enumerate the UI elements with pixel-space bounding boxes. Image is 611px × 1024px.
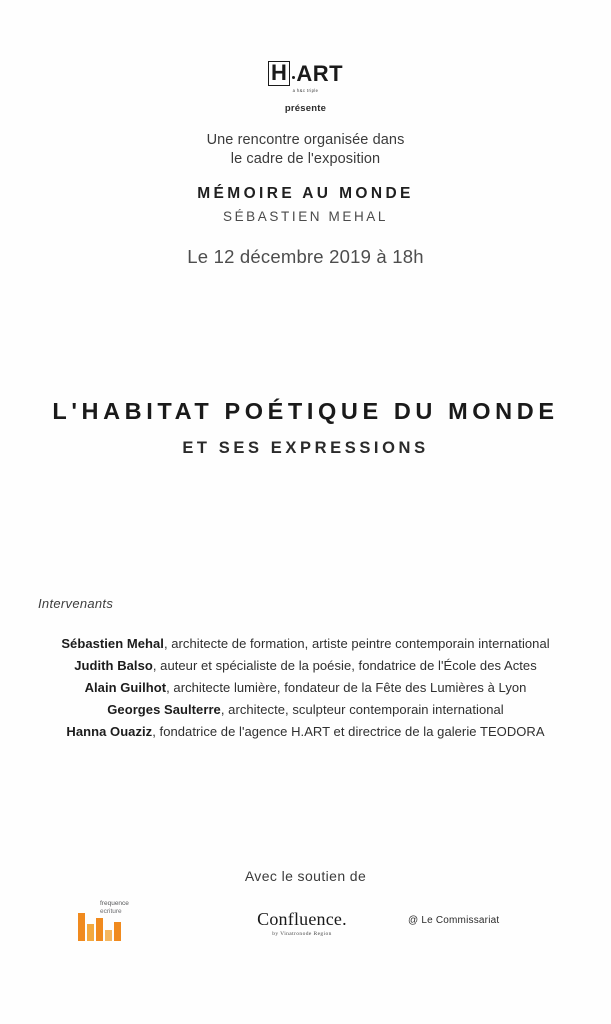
speakers-label: Intervenants [38,596,114,611]
hart-wordmark [268,62,343,87]
support-label: Avec le soutien de [244,868,367,884]
sponsor-le-commissariat-logo [408,915,499,926]
logo-art-letters: ART [296,61,344,86]
exposition-author: SÉBASTIEN MEHAL [222,209,389,224]
speaker-name: Hanna Ouaziz [66,724,153,739]
sponsor-logos [0,895,611,965]
presente-label: présente [284,103,327,114]
confluence-logo-name: Confluence. [257,909,347,929]
logo-tagline: a h&c triple [292,88,319,93]
sponsor-confluence-logo [232,909,372,937]
event-date: Le 12 décembre 2019 à 18h [187,246,424,267]
exposition-title: MÉMOIRE AU MONDE [197,185,414,202]
speaker-desc: , architecte lumière, fondateur de la Fête des Lumières à Lyon [166,680,527,695]
commissariat-logo-name: Le Commissariat [421,915,500,926]
speaker-name: Judith Balso [74,658,153,673]
brand-logo-block [0,62,611,114]
intro-line-1: Une rencontre organisée dans [206,132,405,148]
speaker-desc: , architecte, sculpteur contemporain international [220,702,504,717]
intro-block [0,131,611,268]
list-item [0,655,611,677]
intro-line-2: le cadre de l'exposition [230,151,381,167]
list-item [0,677,611,699]
page-title: L'HABITAT POÉTIQUE DU MONDE [52,398,559,424]
logo-h-letter: H [268,61,290,86]
support-section [0,868,611,884]
speaker-desc: , architecte de formation, artiste peintre contemporain international [163,636,550,651]
sponsor-frequence-ecriture-logo [78,900,158,950]
list-item [0,699,611,721]
speaker-desc: , auteur et spécialiste de la poésie, fondatrice de l'École des Actes [152,658,537,673]
list-item [0,721,611,743]
speaker-name: Sébastien Mehal [61,636,164,651]
page-subtitle: ET SES EXPRESSIONS [182,439,429,457]
speaker-name: Georges Saulterre [107,702,221,717]
speaker-name: Alain Guilhot [84,680,167,695]
speaker-desc: , fondatrice de l'agence H.ART et directrice de la galerie TEODORA [152,724,545,739]
frequence-logo-line2: ecriture [100,907,122,915]
headline-block [0,398,611,458]
confluence-logo-subtitle: by Vinatronode Region [272,931,332,937]
logo-dot [292,76,295,79]
list-item [0,633,611,655]
speakers-section [0,596,611,743]
frequence-logo-line1: frequence [100,900,129,907]
at-symbol-icon: @ [408,915,419,926]
speakers-list [0,633,611,743]
frequence-bars-icon [78,913,124,941]
